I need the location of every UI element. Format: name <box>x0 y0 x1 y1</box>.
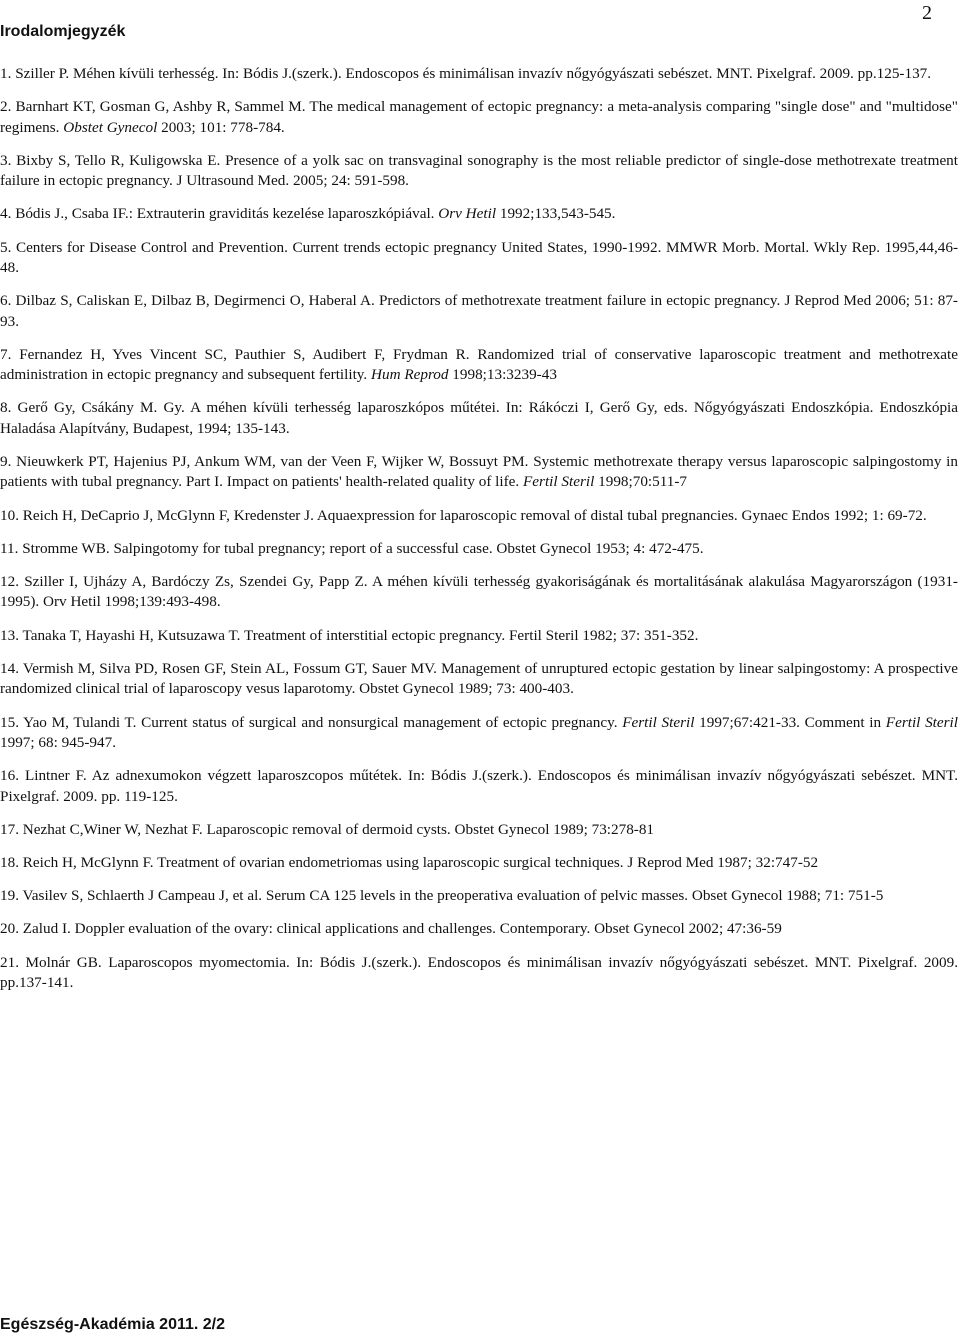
reference-item <box>0 820 958 840</box>
reference-text: 7. Fernandez H, Yves Vincent SC, Pauthier S, Audibert F, Frydman R. Randomized trial of conservative laparoscopic treatment and methotrexate administration in ectopic pregnancy and subsequent fertility. <box>0 345 958 384</box>
reference-item <box>0 766 958 807</box>
page-title: Irodalomjegyzék <box>0 23 126 40</box>
reference-item <box>0 886 958 906</box>
reference-list <box>0 64 958 1006</box>
reference-text: 10. Reich H, DeCaprio J, McGlynn F, Kredenster J. Aquaexpression for laparoscopic removal of distal tubal pregnancies. Gynaec Endos 1992; 1: 69-72. <box>0 506 927 524</box>
reference-item <box>0 151 958 192</box>
reference-text: 6. Dilbaz S, Caliskan E, Dilbaz B, Degirmenci O, Haberal A. Predictors of methotrexate treatment failure in ectopic pregnancy. J Reprod Med 2006; 51: 87-93. <box>0 292 958 330</box>
reference-text: 1997;67:421-33. Comment in <box>694 713 886 731</box>
reference-text: 11. Stromme WB. Salpingotomy for tubal pregnancy; report of a successful case. Obstet Gynecol 1953; 4: 472-475. <box>0 539 704 557</box>
reference-text: 1998;13:3239-43 <box>448 366 557 384</box>
reference-text: 1992;133,543-545. <box>496 205 616 223</box>
reference-item <box>0 539 958 559</box>
reference-text: 1997; 68: 945-947. <box>0 733 117 751</box>
reference-text: 1. Sziller P. Méhen kívüli terhesség. In: Bódis J.(szerk.). Endoscopos és minimálisan invazív nőgyógyászati sebészet. MNT. Pixelgraf. 2009. pp.125-137. <box>0 65 932 82</box>
reference-item <box>0 919 958 939</box>
reference-item <box>0 572 958 613</box>
reference-item <box>0 626 958 646</box>
reference-item <box>0 238 958 279</box>
reference-item <box>0 659 958 700</box>
reference-text: 19. Vasilev S, Schlaerth J Campeau J, et al. Serum CA 125 levels in the preoperativa evaluation of pelvic masses. Obset Gynecol 1988; 71: 751-5 <box>0 887 884 905</box>
journal-name: Fertil Steril <box>622 713 695 731</box>
reference-text: 15. Yao M, Tulandi T. Current status of surgical and nonsurgical management of ectopic pregnancy. <box>0 713 623 731</box>
journal-name: Orv Hetil <box>438 205 497 223</box>
reference-item <box>0 398 958 439</box>
journal-name: Fertil Steril <box>523 473 595 491</box>
reference-item <box>0 345 958 386</box>
journal-name: Hum Reprod <box>371 366 449 384</box>
reference-text: 9. Nieuwkerk PT, Hajenius PJ, Ankum WM, van der Veen F, Wijker W, Bossuyt PM. Systemic methotrexate therapy versus laparoscopic salpingostomy in patients with tubal pregnancy. Part I. Impact on patients' health-related quality of life. <box>0 453 958 491</box>
reference-item <box>0 713 958 754</box>
reference-text: 4. Bódis J., Csaba IF.: Extrauterin graviditás kezelése laparoszkópiával. <box>0 205 439 223</box>
reference-item <box>0 97 958 138</box>
reference-text: 5. Centers for Disease Control and Prevention. Current trends ectopic pregnancy United States, 1990-1992. MMWR Morb. Mortal. Wkly Rep. 1995,44,46-48. <box>0 238 958 277</box>
reference-item <box>0 204 958 224</box>
reference-item <box>0 953 958 994</box>
reference-item <box>0 452 958 493</box>
reference-text: 3. Bixby S, Tello R, Kuligowska E. Presence of a yolk sac on transvaginal sonography is the most reliable predictor of single-dose methotrexate treatment failure in ectopic pregnancy. J Ultrasound Med. 2005; 24: 591-598. <box>0 151 958 190</box>
reference-text: 17. Nezhat C,Winer W, Nezhat F. Laparoscopic removal of dermoid cysts. Obstet Gynecol 1989; 73:278-81 <box>0 820 655 838</box>
reference-item <box>0 853 958 873</box>
reference-text: 13. Tanaka T, Hayashi H, Kutsuzawa T. Treatment of interstitial ectopic pregnancy. Fertil Steril 1982; 37: 351-352. <box>0 626 699 644</box>
reference-text: 18. Reich H, McGlynn F. Treatment of ovarian endometriomas using laparoscopic surgical techniques. J Reprod Med 1987; 32:747-52 <box>0 853 819 871</box>
reference-text: 12. Sziller I, Ujházy A, Bardóczy Zs, Szendei Gy, Papp Z. A méhen kívüli terhesség gyakoriságának és mortalitásának alakulása Magyarországon (1931-1995). Orv Hetil 1998;139:493-498. <box>0 573 958 611</box>
reference-text: 20. Zalud I. Doppler evaluation of the ovary: clinical applications and challenges. Contemporary. Obset Gynecol 2002; 47:36-59 <box>0 920 782 938</box>
reference-text: 21. Molnár GB. Laparoscopos myomectomia. In: Bódis J.(szerk.). Endoscopos és minimálisan invazív nőgyógyászati sebészet. MNT. Pixelgraf. 2009. pp.137-141. <box>0 953 958 991</box>
journal-name: Obstet Gynecol <box>63 118 158 136</box>
reference-item <box>0 506 958 526</box>
reference-text: 2. Barnhart KT, Gosman G, Ashby R, Sammel M. The medical management of ectopic pregnancy: a meta-analysis comparing "single dose" and "multidose" regimens. <box>0 98 958 136</box>
reference-text: 8. Gerő Gy, Csákány M. Gy. A méhen kívüli terhesség laparoszkópos műtétei. In: Rákóczi I, Gerő Gy, eds. Nőgyógyászati Endoszkópia. Endoszkópia Haladása Alapítvány, Budapest, 1994; 135-143. <box>0 399 958 437</box>
reference-text: 2003; 101: 778-784. <box>157 118 285 136</box>
page-number: 2 <box>922 2 932 24</box>
reference-item <box>0 291 958 332</box>
reference-text: 1998;70:511-7 <box>594 473 687 491</box>
reference-item <box>0 64 958 84</box>
reference-text: 16. Lintner F. Az adnexumokon végzett laparoszcopos műtétek. In: Bódis J.(szerk.). Endoscopos és minimálisan invazív nőgyógyászati sebészet. MNT. Pixelgraf. 2009. pp. 119-125. <box>0 767 958 805</box>
page-footer: Egészség-Akadémia 2011. 2/2 <box>0 1316 226 1333</box>
reference-text: 14. Vermish M, Silva PD, Rosen GF, Stein AL, Fossum GT, Sauer MV. Management of unruptured ectopic gestation by linear salpingostomy: A prospective randomized clinical trial of laparoscopy vesus laparotomy. Obstet Gynecol 1989; 73: 400-403. <box>0 659 958 698</box>
journal-name: Fertil Steril <box>885 713 958 731</box>
